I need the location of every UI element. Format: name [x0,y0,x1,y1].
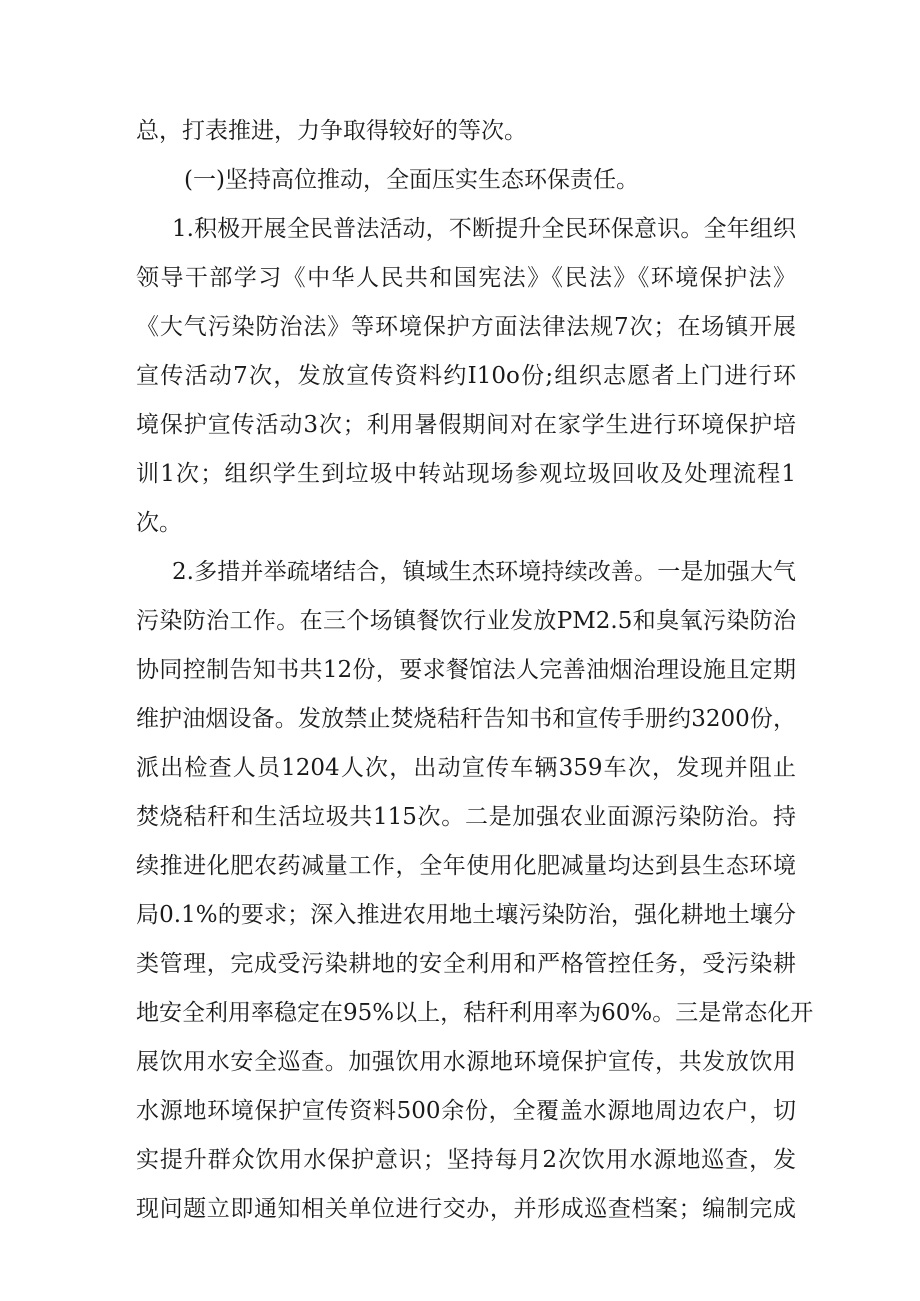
text-line: 展饮用水安全巡查。加强饮用水源地环境保护宣传，共发放饮用 [136,1049,796,1075]
text-line: 类管理，完成受污染耕地的安全利用和严格管控任务，受污染耕 [136,951,796,977]
text-line: 水源地环境保护宣传资料500余份，全覆盖水源地周边农户，切 [136,1098,796,1124]
text-line: 境保护宣传活动3次；利用暑假期间对在家学生进行环境保护培 [136,412,796,438]
text-line: 维护油烟设备。发放禁止焚烧秸秆告知书和宣传手册约3200份， [136,706,796,732]
section-heading: (一)坚持高位推动，全面压实生态环保责任。 [184,167,639,193]
text-line: 次。 [136,510,182,536]
text-line: 训1次；组织学生到垃圾中转站现场参观垃圾回收及处理流程1 [136,461,796,487]
text-line: 污染防治工作。在三个场镇餐饮行业发放PM2.5和臭氧污染防治 [136,608,796,634]
text-line: 宣传活动7次，发放宣传资料约I10o份;组织志愿者上门进行环 [136,363,796,389]
text-line: 焚烧秸秆和生活垃圾共115次。二是加强农业面源污染防治。持 [136,804,796,830]
paragraph-1-start: 1.积极开展全民普法活动，不断提升全民环保意识。全年组织 [172,216,796,242]
text-line: 续推进化肥农药减量工作，全年使用化肥减量均达到县生态环境 [136,853,796,879]
text-line: 总，打表推进，力争取得较好的等次。 [136,118,527,144]
text-line: 实提升群众饮用水保护意识；坚持每月2次饮用水源地巡查，发 [136,1147,796,1173]
text-line: 协同控制告知书共12份，要求餐馆法人完善油烟治理设施且定期 [136,657,796,683]
text-line: 《大气污染防治法》等环境保护方面法律法规7次；在场镇开展 [136,314,796,340]
text-line: 局0.1%的要求；深入推进农用地土壤污染防治，强化耕地土壤分 [136,902,796,928]
paragraph-2-start: 2.多措并举疏堵结合，镇域生杰环境持续改善。一是加强大气 [172,559,796,585]
text-line: 派出检查人员1204人次，出动宣传车辆359车次，发现并阻止 [136,755,796,781]
text-line: 现问题立即通知相关单位进行交办，并形成巡查档案；编制完成 [136,1196,796,1222]
text-line: 地安全利用率稳定在95%以上，秸秆利用率为60%。三是常态化开 [136,1000,814,1026]
text-line: 领导干部学习《中华人民共和国宪法》《民法》《环境保护法》 [136,265,796,291]
